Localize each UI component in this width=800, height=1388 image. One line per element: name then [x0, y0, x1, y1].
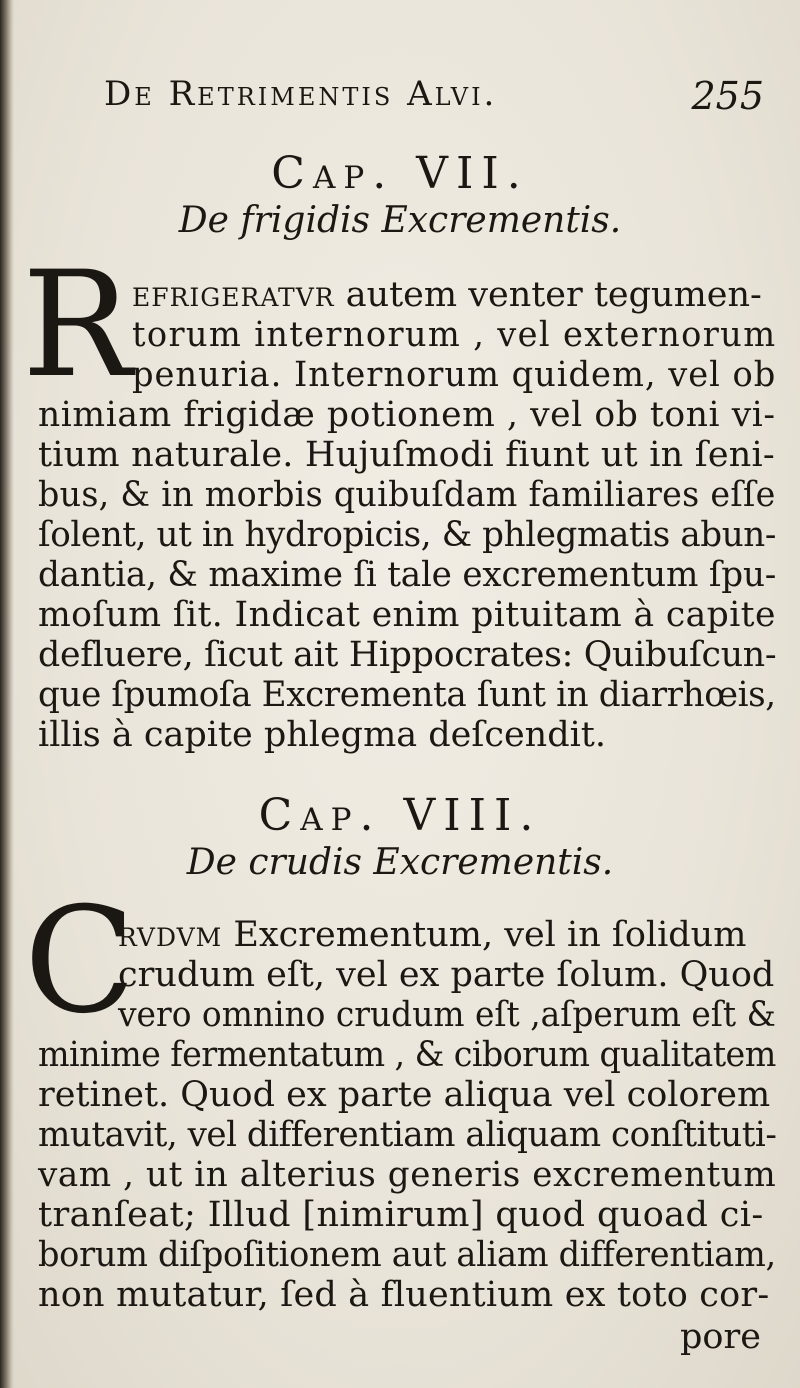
running-head	[104, 74, 764, 124]
chapter-7-subtitle: De frigidis Excrementis.	[178, 200, 622, 241]
chapter-7-heading: Cap. VII.	[271, 148, 529, 199]
chapter-8-line-5: retinet. Quod ex parte aliqua vel colorem	[38, 1075, 771, 1115]
chapter-7-line-11: que ſpumoſa Excrementa ſunt in diarrhœis,	[38, 675, 776, 715]
chapter-8-lead-word: rvdvm	[118, 915, 223, 955]
chapter-8-line-2: crudum eſt, vel ex parte ſolum. Quod	[118, 955, 775, 995]
chapter-8-line-1-text: Excrementum, vel in ſolidum	[222, 915, 747, 955]
chapter-8-line-9: borum diſpoſitionem aut aliam differentiam,	[38, 1235, 776, 1275]
chapter-8-dropcap: C	[24, 876, 136, 1046]
chapter-8-subtitle: De crudis Excrementis.	[186, 842, 614, 883]
chapter-7-line-1	[132, 275, 762, 315]
chapter-8-line-3: vero omnino crudum eſt ,aſperum eſt &	[118, 995, 776, 1035]
chapter-8-line-4: minime fermentatum , & ciborum qualitatem	[38, 1035, 776, 1075]
chapter-7-line-3: penuria. Internorum quidem, vel ob	[132, 355, 777, 395]
chapter-7-line-4: nimiam frigidæ potionem , vel ob toni vi-	[38, 395, 776, 435]
chapter-8-line-8: tranſeat; Illud [nimirum] quod quoad ci-	[38, 1195, 764, 1235]
chapter-8-line-10: non mutatur, ſed à fluentium ex toto cor-	[38, 1275, 770, 1315]
chapter-7-line-9: moſum ſit. Indicat enim pituitam à capite	[38, 595, 776, 635]
chapter-7-line-10: defluere, ſicut ait Hippocrates: Quibuſcun-	[38, 635, 777, 675]
chapter-8-line-11: pore	[680, 1317, 761, 1357]
page-number: 255	[691, 74, 764, 118]
chapter-7-line-5: tium naturale. Hujuſmodi fiunt ut in ſeni-	[38, 435, 775, 475]
chapter-7-line-2: torum internorum , vel externorum	[132, 315, 777, 355]
chapter-7-line-8: dantia, & maxime ſi tale excrementum ſpu-	[38, 555, 777, 595]
chapter-8-line-6: mutavit, vel differentiam aliquam conſtituti-	[38, 1115, 777, 1155]
chapter-7-line-1-text: autem venter tegumen-	[334, 275, 762, 315]
chapter-7-lead-word: efrigeratvr	[132, 275, 335, 315]
chapter-7-line-7: ſolent, ut in hydropicis, & phlegmatis abun-	[38, 515, 777, 555]
chapter-7-line-6: bus, & in morbis quibuſdam familiares eſſe	[38, 475, 776, 515]
chapter-8-line-7: vam , ut in alterius generis excrementum	[38, 1155, 777, 1195]
chapter-8-heading: Cap. VIII.	[258, 790, 542, 841]
running-title: De Retrimentis Alvi.	[104, 74, 498, 114]
chapter-8-line-1	[118, 915, 747, 955]
chapter-7-line-12: illis à capite phlegma deſcendit.	[38, 715, 606, 755]
chapter-7-dropcap: R	[22, 240, 132, 410]
